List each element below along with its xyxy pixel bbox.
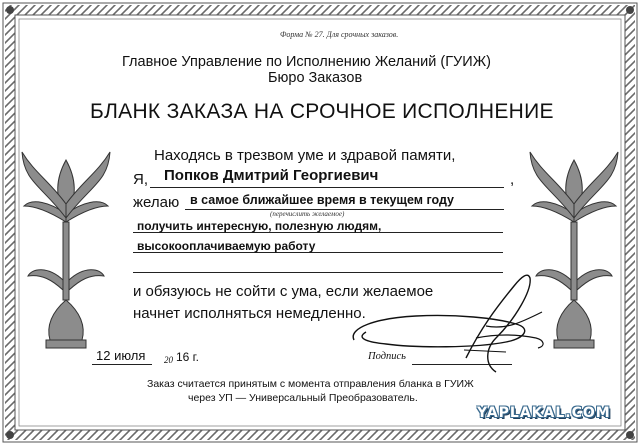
wish-line-2: высокооплачиваемую работу: [137, 239, 316, 253]
wish-label: желаю: [133, 194, 180, 211]
i-label: Я,: [133, 171, 148, 188]
footer-line-1: Заказ считается принятым с момента отправления бланка в ГУИЖ: [147, 378, 474, 390]
name-underline: [150, 187, 504, 188]
comma-mark: ,: [510, 171, 515, 188]
when-underline: [185, 209, 504, 210]
date-year-suffix: 16 г.: [176, 350, 199, 364]
intro-text: Находясь в трезвом уме и здравой памяти,: [154, 147, 456, 164]
promise-line-2: начнет исполняться немедленно.: [133, 305, 366, 322]
date-year-prefix: 20: [164, 355, 173, 365]
name-value: Попков Дмитрий Георгиевич: [164, 167, 379, 184]
org-department: Бюро Заказов: [268, 70, 363, 86]
form-title: БЛАНК ЗАКАЗА НА СРОЧНОЕ ИСПОЛНЕНИЕ: [90, 100, 554, 123]
date-underline: [92, 364, 152, 365]
footer-line-2: через УП — Универсальный Преобразователь.: [188, 392, 418, 404]
wish-line-1: получить интересную, полезную людям,: [137, 219, 382, 233]
promise-line-1: и обязуюсь не сойти с ума, если желаемое: [133, 283, 434, 300]
handwritten-signature: [346, 268, 556, 378]
site-watermark: YAPLAKAL.COM: [477, 405, 611, 421]
when-value: в самое ближайшее время в текущем году: [190, 193, 455, 207]
org-name: Главное Управление по Исполнению Желаний (ГУИЖ): [122, 54, 491, 70]
date-day-month: 12 июля: [96, 348, 146, 363]
form-number: Форма № 27. Для срочных заказов.: [280, 30, 399, 39]
wish-caption: (перечислить желаемое): [270, 210, 345, 218]
flower-ornament-icon: [20, 140, 112, 352]
signature-label: Подпись: [368, 351, 406, 362]
